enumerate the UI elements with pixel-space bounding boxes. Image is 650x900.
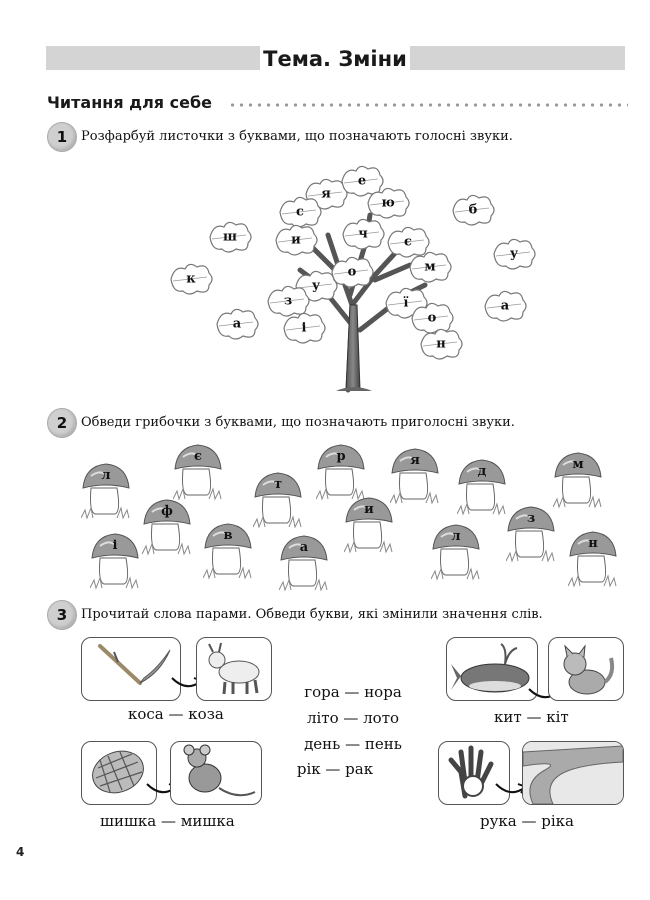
leaf-letter: н xyxy=(436,336,446,352)
leaf-letter: ш xyxy=(223,229,237,245)
mushroom[interactable] xyxy=(253,471,303,529)
mushroom[interactable] xyxy=(142,498,192,556)
tree-leaf[interactable] xyxy=(167,261,215,301)
tree-leaf[interactable] xyxy=(206,219,254,259)
tree-leaf[interactable] xyxy=(328,254,376,294)
mushroom[interactable] xyxy=(90,532,140,590)
mushroom[interactable] xyxy=(279,534,329,592)
tree-leaf[interactable] xyxy=(339,216,387,256)
mushroom-letter: р xyxy=(336,449,346,464)
caption-kyt: кит — кіт xyxy=(494,708,569,726)
tree-leaf[interactable] xyxy=(406,249,454,289)
task-3-text: Прочитай слова парами. Обведи букви, які змінили значення слів. xyxy=(81,607,543,622)
mushroom-letter: л xyxy=(101,468,111,483)
tree-leaf[interactable] xyxy=(449,192,497,232)
kitten-picture xyxy=(548,637,624,701)
word-pair-4: рік — рак xyxy=(296,760,374,778)
leaf-letter: я xyxy=(321,186,331,202)
mushroom[interactable] xyxy=(457,458,507,516)
tree-leaf[interactable] xyxy=(417,326,465,366)
task-2-number: 2 xyxy=(47,408,77,438)
mushroom-letter: з xyxy=(526,511,536,526)
leaf-letter: м xyxy=(424,259,436,275)
whale-picture xyxy=(446,637,538,701)
caption-shyshka: шишка — мишка xyxy=(100,812,235,830)
mushroom[interactable] xyxy=(506,505,556,563)
tree-leaf[interactable] xyxy=(490,236,538,276)
leaf-letter: ї xyxy=(403,295,409,311)
tree-leaf[interactable] xyxy=(280,310,328,350)
mushroom-letter: ф xyxy=(161,504,173,519)
mushroom[interactable] xyxy=(344,496,394,554)
leaf-letter: ю xyxy=(381,195,395,211)
tree-leaf[interactable] xyxy=(213,306,261,346)
mushroom-letter: а xyxy=(299,540,309,555)
mushroom-letter: д xyxy=(477,464,487,479)
leaf-letter: о xyxy=(427,310,437,326)
mushroom-letter: я xyxy=(410,453,420,468)
leaf-letter: и xyxy=(291,232,301,248)
leaf-letter: у xyxy=(509,246,519,262)
page-number: 4 xyxy=(16,845,25,859)
header-bar-left xyxy=(46,46,260,70)
leaf-letter: е xyxy=(357,173,367,189)
mushroom-letter: в xyxy=(223,528,233,543)
scythe-picture xyxy=(81,637,181,701)
dotted-divider xyxy=(228,103,628,107)
goat-icon xyxy=(197,638,271,700)
caption-ruka: рука — ріка xyxy=(480,812,574,830)
leaf-letter: о xyxy=(347,264,357,280)
header-bar-right xyxy=(410,46,625,70)
goat-picture xyxy=(196,637,272,701)
mouse-icon xyxy=(171,742,261,804)
mushroom-letter: м xyxy=(572,457,584,472)
river-icon xyxy=(523,742,623,804)
mushroom-letter: и xyxy=(364,502,374,517)
mushroom[interactable] xyxy=(316,443,366,501)
task-1-number: 1 xyxy=(47,122,77,152)
mushroom[interactable] xyxy=(390,447,440,505)
mushroom-letter: т xyxy=(273,477,283,492)
tree-leaf[interactable] xyxy=(272,222,320,262)
kitten-icon xyxy=(549,638,623,700)
mushroom-letter: є xyxy=(194,449,202,464)
caption-kosa: коса — коза xyxy=(128,705,224,723)
mushroom[interactable] xyxy=(431,523,481,581)
leaf-letter: і xyxy=(301,320,307,336)
whale-icon xyxy=(447,638,537,700)
leaf-letter: ч xyxy=(358,226,368,242)
leaf-letter: у xyxy=(311,278,321,294)
mouse-picture xyxy=(170,741,262,805)
leaf-letter: а xyxy=(500,298,510,314)
mushroom[interactable] xyxy=(173,443,223,501)
mushroom-letter: н xyxy=(588,536,598,551)
mushroom[interactable] xyxy=(553,451,603,509)
leaf-letter: а xyxy=(232,316,242,332)
section-title: Читання для себе xyxy=(47,93,213,112)
word-pair-2: літо — лото xyxy=(306,709,400,727)
leaf-letter: с xyxy=(296,204,304,220)
leaf-letter: к xyxy=(186,271,196,287)
tree-leaf[interactable] xyxy=(481,288,529,328)
task-1-text: Розфарбуй листочки з буквами, що позначають голосні звуки. xyxy=(81,129,513,144)
leaf-letter: є xyxy=(404,234,412,250)
mushroom[interactable] xyxy=(81,462,131,520)
task-2-text: Обведи грибочки з буквами, що позначають приголосні звуки. xyxy=(81,415,515,430)
mushroom-letter: л xyxy=(451,529,461,544)
page-title: Тема. Зміни xyxy=(263,47,407,71)
mushroom-letter: і xyxy=(112,538,118,553)
leaf-letter: з xyxy=(283,293,293,309)
word-pair-3: день — пень xyxy=(304,735,402,753)
mushroom[interactable] xyxy=(568,530,618,588)
word-pair-1: гора — нора xyxy=(304,683,402,701)
leaf-letter: б xyxy=(468,202,478,218)
mushroom[interactable] xyxy=(203,522,253,580)
task-3-number: 3 xyxy=(47,600,77,630)
river-picture xyxy=(522,741,624,805)
scythe-icon xyxy=(82,638,180,700)
